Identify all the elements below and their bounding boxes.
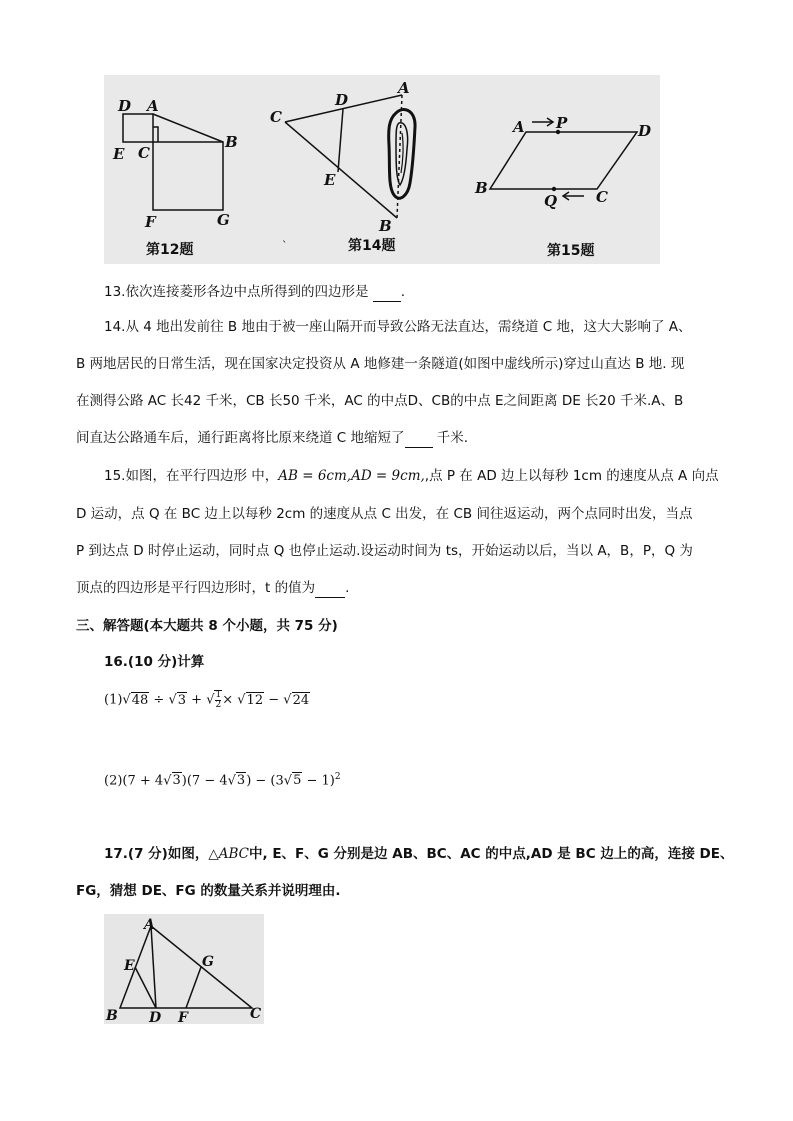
q15-line-1-text: 15.如图，在平行四边形 中， [104,468,279,484]
q15-line-4-text: 顶点的四边形是平行四边形时，t 的值为 [76,580,316,596]
q15-line-4 [76,578,349,598]
label-b-14: B [379,217,392,235]
sqrt-symbol: √ [283,773,293,789]
stray-mark: ` [282,239,288,252]
f1-times: × [222,692,238,708]
parallelogram-abcd [490,132,637,189]
label-p-15: P [556,114,568,132]
q15-math-lengths: AB = 6cm,AD = 9cm, [278,468,425,484]
label-b-17: B [106,1008,118,1024]
label-c-14: C [270,108,282,126]
f2-exponent: 2 [334,772,341,782]
figures-svg [104,75,660,264]
caption-fig15: 第15题 [547,243,595,259]
section-3-title-text: 三、解答题(本大题共 8 个小题，共 75 分) [76,618,338,634]
sqrt-symbol: √ [237,692,246,708]
mountain-icon [389,109,415,198]
label-e-12: E [113,145,125,163]
f2-label: (2) [104,773,123,789]
sqrt-symbol: √ [163,773,172,789]
label-d-15: D [638,122,652,140]
f1-label: (1) [104,692,123,708]
q16-title [104,652,204,672]
q15-line-1 [104,466,719,486]
segment-fg [186,967,201,1008]
q16-title-text: 16.(10 分)计算 [104,654,205,670]
label-c-17: C [250,1006,262,1022]
q17-line-1-rest: 中, E、F、G 分别是边 AB、BC、AC 的中点,AD 是 BC 边上的高，连接 DE、 [249,846,734,862]
sqrt-symbol: √ [206,692,215,708]
label-c-12: C [138,144,150,162]
f1-div: ÷ [149,692,169,708]
segment-de [338,109,343,172]
figure-panel-12-14-15 [104,75,660,264]
sqrt-symbol: √ [227,773,236,789]
f1-radicand-12: 12 [246,692,264,708]
sqrt-symbol: √ [168,692,177,708]
segment-de [135,967,156,1008]
q17-line-2-text: FG，猜想 DE、FG 的数量关系并说明理由. [76,883,341,899]
q15-line-4-end: . [345,580,350,596]
f1-minus: − [264,692,284,708]
segment-ab [153,114,223,142]
label-d-17: D [149,1010,162,1024]
label-c-15: C [596,188,608,206]
label-a-15: A [513,118,525,136]
q14-line-1: 14.从 4 地出发前往 B 地由于被一座山隔开而导致公路无法直达，需绕道 C 地，这大大影响了 A、 [104,319,692,335]
q14-answer-blank[interactable] [405,433,433,448]
f1-radicand-48: 48 [131,692,149,708]
q17-line-1 [104,844,733,864]
q15-line-2: D 运动，点 Q 在 BC 边上以每秒 2cm 的速度从点 C 出发，在 CB 间往返运动，两个点同时出发，当点 [76,506,693,522]
q17-line-2 [76,881,341,901]
label-a-14: A [398,79,410,97]
altitude-ad [151,926,156,1008]
q14-line-2: B 两地居民的日常生活，现在国家决定投资从 A 地修建一条隧道(如图中虚线所示)穿过山直达 B 地. 现 [76,356,685,372]
f1-denominator: 2 [215,700,222,710]
figure-17-svg [104,914,264,1024]
q15-line-1-rest: ,点 P 在 AD 边上以每秒 1cm 的速度从点 A 向点 [424,468,719,484]
q15-line-3: P 到达点 D 时停止运动，同时点 Q 也停止运动.设运动时间为 ts，开始运动以后，当以 A，B，P，Q 为 [76,543,693,559]
label-d-14: D [335,91,349,109]
f2-radicand-5: 5 [293,773,302,789]
q17-math-triangle: △ABC [208,846,249,862]
q16-formula-2 [104,772,341,788]
figure-14 [285,95,402,218]
label-b-15: B [475,179,488,197]
f2-part-1: (7 + 4 [122,773,164,789]
label-q-15: Q [544,192,558,210]
sqrt-symbol: √ [122,692,131,708]
label-e-17: E [124,958,135,974]
q17-line-1-text: 17.(7 分)如图， [104,846,209,862]
q15-answer-blank[interactable] [315,583,345,598]
q14-line-4 [76,428,468,448]
label-e-14: E [324,171,336,189]
f2-radicand-3b: 3 [236,773,246,789]
label-d-12: D [118,97,132,115]
figure-12 [123,114,223,210]
triangle-abc [120,926,252,1008]
f1-plus: + [187,692,207,708]
q14-line-4-end: 千米. [432,430,469,446]
q13-answer-blank[interactable] [373,287,401,302]
q16-formula-1 [104,690,310,710]
q13-text: 13.依次连接菱形各边中点所得到的四边形是 [104,284,373,300]
f2-part-3: ) − (3 [246,773,284,789]
label-a-17: A [144,917,155,933]
small-square-dace [123,114,153,142]
large-square-cbgf [153,142,223,210]
label-f-12: F [145,213,156,231]
point-q-dot [552,187,556,191]
sqrt-symbol: √ [283,692,292,708]
figure-17 [104,914,264,1024]
f2-radicand-3a: 3 [172,773,181,789]
section-3-title [76,616,338,636]
f2-part-2: )(7 − 4 [181,773,228,789]
caption-fig14: 第14题 [348,238,396,254]
q13-end: . [400,284,406,300]
f1-radicand-3: 3 [177,692,187,708]
q14-line-3: 在测得公路 AC 长42 千米，CB 长50 千米，AC 的中点D、CB的中点 E之间距离 DE 长20 千米.A、B [76,393,684,409]
label-a-12: A [147,97,159,115]
caption-fig12: 第12题 [146,242,194,258]
f2-part-4: − 1) [302,773,335,789]
q14-line-4-text: 间直达公路通车后，通行距离将比原来绕道 C 地缩短了 [76,430,405,446]
label-b-12: B [225,133,238,151]
label-f-17: F [178,1010,188,1024]
label-g-12: G [217,211,230,229]
label-g-17: G [202,954,214,970]
f1-radicand-24: 24 [292,692,310,708]
question-13 [104,282,405,302]
f1-numerator: 1 [215,690,222,700]
